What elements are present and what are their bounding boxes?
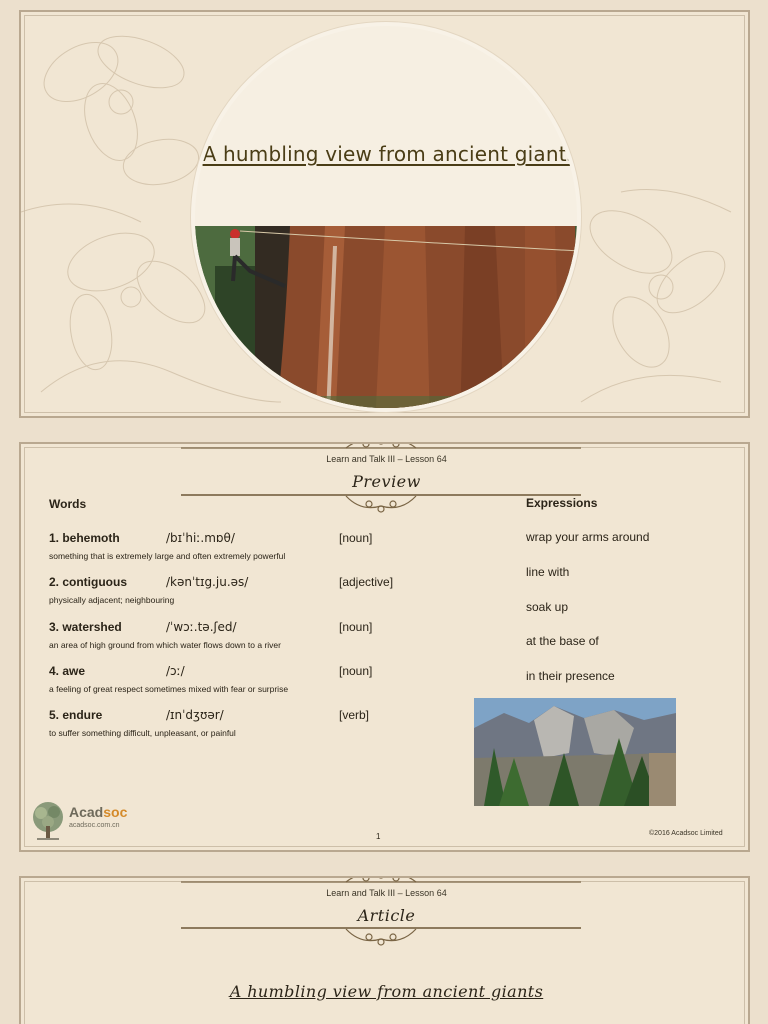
- preview-slide: [19, 442, 750, 852]
- vocab-part-of-speech: [adjective]: [339, 575, 394, 589]
- vocab-part-of-speech: [noun]: [339, 531, 373, 545]
- lesson-label: Learn and Talk III – Lesson 64: [326, 888, 447, 898]
- vocab-definition: something that is extremely large and often extremely powerful: [49, 551, 286, 561]
- vocab-item: [49, 620, 509, 660]
- expression-item: at the base of: [526, 634, 599, 648]
- slide-title: A humbling view from ancient giants: [202, 142, 578, 166]
- article-slide: [19, 876, 750, 1024]
- vocab-definition: a feeling of great respect sometimes mixed with fear or surprise: [49, 684, 289, 694]
- expression-item: wrap your arms around: [526, 530, 650, 544]
- vocab-definition: to suffer something difficult, unpleasant, or painful: [49, 728, 236, 738]
- vocab-term: 4. awe: [49, 664, 86, 678]
- article-title: A humbling view from ancient giants: [229, 982, 544, 1001]
- page-number: 1: [376, 832, 381, 841]
- expression-item: soak up: [526, 600, 569, 614]
- heading-ornament: [341, 494, 421, 518]
- vocab-pronunciation: /kənˈtɪg.ju.əs/: [166, 575, 249, 589]
- vocab-part-of-speech: [noun]: [339, 620, 373, 634]
- heading-ornament: [341, 927, 421, 951]
- logo-wordmark: Acadsoc: [69, 804, 128, 820]
- words-header: Words: [49, 497, 87, 511]
- sequoia-climber-photo: [195, 226, 581, 412]
- vocab-term: 3. watershed: [49, 620, 122, 634]
- vocab-definition: an area of high ground from which water flows down to a river: [49, 640, 281, 650]
- section-heading: Article: [357, 906, 416, 925]
- mountain-forest-photo: [474, 698, 676, 806]
- vocab-pronunciation: /ɔː/: [166, 664, 185, 678]
- expression-item: in their presence: [526, 669, 615, 683]
- vocab-item: [49, 664, 509, 704]
- vocab-item: [49, 531, 509, 571]
- vocab-definition: physically adjacent; neighbouring: [49, 595, 175, 605]
- vocab-pronunciation: /ˈwɔː.tə.ʃed/: [166, 620, 237, 634]
- vocab-term: 2. contiguous: [49, 575, 127, 589]
- vocab-item: [49, 575, 509, 615]
- vocab-term: 1. behemoth: [49, 531, 120, 545]
- vocab-pronunciation: /bɪˈhiː.mɒθ/: [166, 531, 235, 545]
- logo-url: acadsoc.com.cn: [69, 822, 120, 829]
- acadsoc-logo: [29, 800, 139, 844]
- expression-item: line with: [526, 565, 570, 579]
- vocab-part-of-speech: [noun]: [339, 664, 373, 678]
- section-heading: Preview: [352, 472, 421, 491]
- vocab-pronunciation: /ɪnˈdʒʊər/: [166, 708, 224, 722]
- vocab-term: 5. endure: [49, 708, 103, 722]
- copyright-text: ©2016 Acadsoc Limited: [649, 830, 723, 837]
- tree-logo-icon: [29, 800, 67, 844]
- title-circle: [191, 22, 581, 412]
- vocab-item: [49, 708, 509, 748]
- expressions-header: Expressions: [526, 496, 598, 510]
- title-slide: [19, 10, 750, 418]
- lesson-label: Learn and Talk III – Lesson 64: [326, 454, 447, 464]
- vocab-part-of-speech: [verb]: [339, 708, 370, 722]
